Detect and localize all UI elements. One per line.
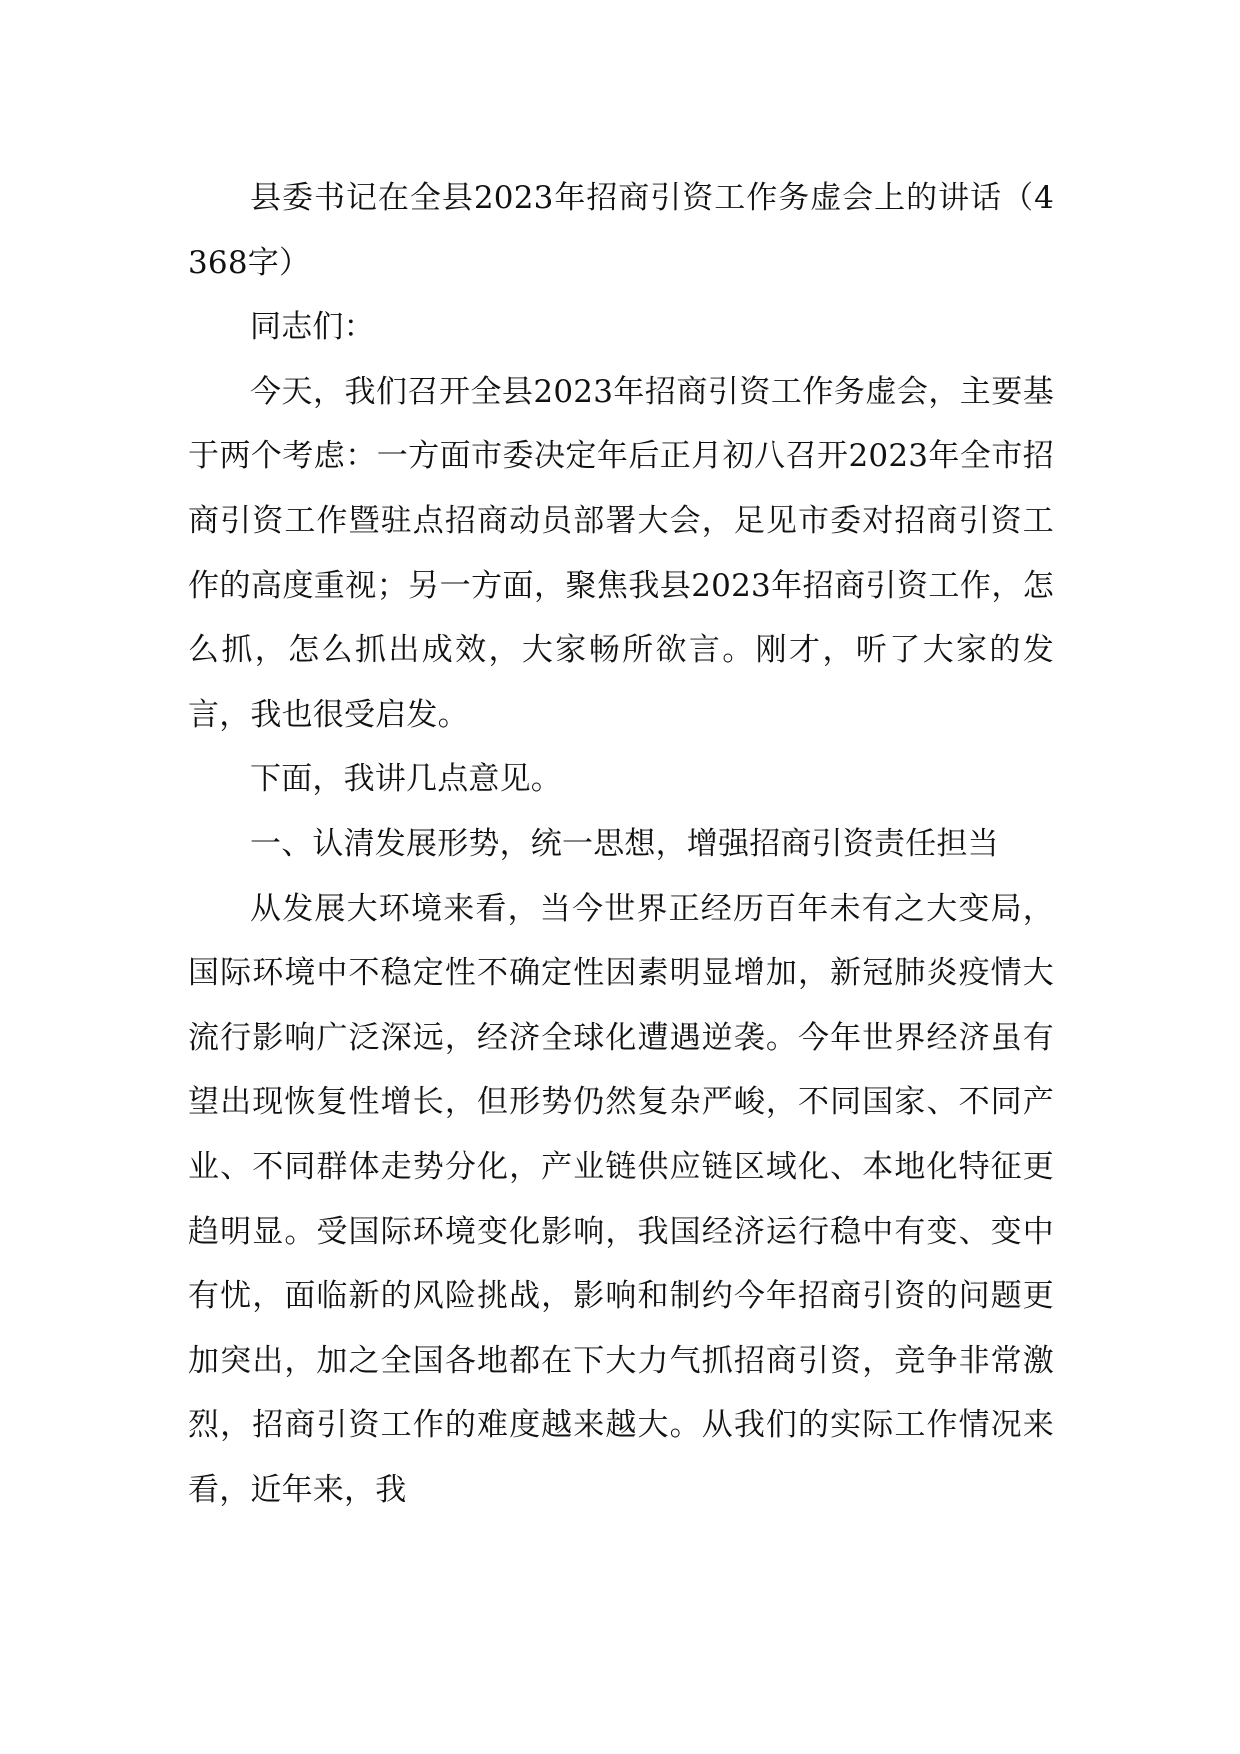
- document-body: [188, 166, 1054, 1522]
- paragraph-transition: 下面，我讲几点意见。: [250, 761, 562, 798]
- section-heading: 一、认清发展形势，统一思想，增强招商引资责任担当: [250, 825, 999, 862]
- section-body: 从发展大环境来看，当今世界正经历百年未有之大变局，国际环境中不稳定性不确定性因素明显增加，新冠肺炎疫情大流行影响广泛深远，经济全球化遭遇逆袭。今年世界经济虽有望出现恢复性增长，但形势仍然复杂严峻，不同国家、不同产业、不同群体走势分化，产业链供应链区域化、本地化特征更趋明显。受国际环境变化影响，我国经济运行稳中有变、变中有忧，面临新的风险挑战，影响和制约今年招商引资的问题更加突出，加之全国各地都在下大力气抓招商引资，竞争非常激烈，招商引资工作的难度越来越大。从我们的实际工作情况来看，近年来，我: [188, 890, 1054, 1508]
- paragraph-opening: 今天，我们召开全县2023年招商引资工作务虚会，主要基于两个考虑：一方面市委决定年后正月初八召开2023年全市招商引资工作暨驻点招商动员部署大会，足见市委对招商引资工作的高度重视；另一方面，聚焦我县2023年招商引资工作，怎么抓，怎么抓出成效，大家畅所欲言。刚才，听了大家的发言，我也很受启发。: [188, 373, 1054, 733]
- salutation: 同志们：: [250, 309, 375, 346]
- document-title: 县委书记在全县2023年招商引资工作务虚会上的讲话（4368字）: [188, 180, 1054, 281]
